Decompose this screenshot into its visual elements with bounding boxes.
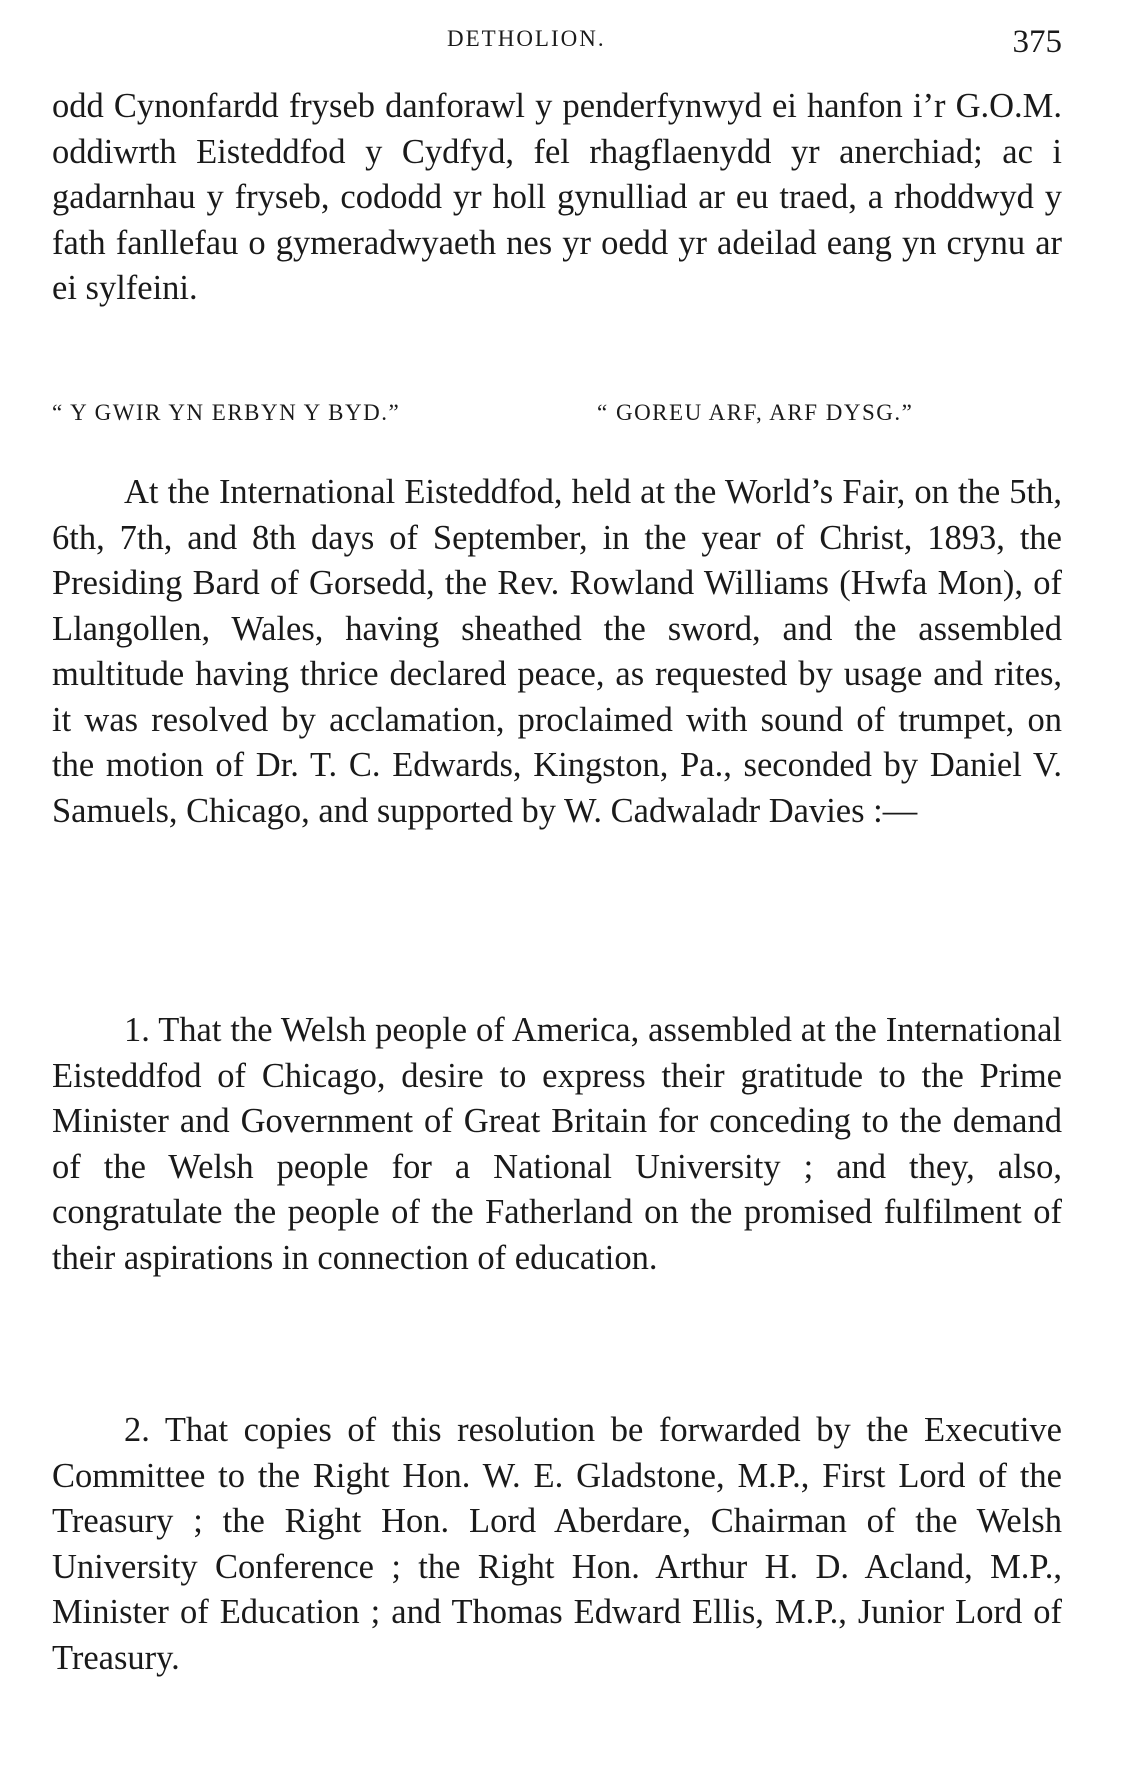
running-head	[52, 24, 1062, 64]
page-number: 375	[1012, 24, 1062, 60]
introduction-paragraph: At the International Eisteddfod, held at the World’s Fair, on the 5th, 6th, 7th, and 8th days of September, in the year of Christ, 1893, the Presiding Bard of Gorsedd, the Rev. Rowland Williams (Hwfa Mon), of Llangollen, Wales, having sheathed the sword, and the assembled multitude having thrice declared peace, as requested by usage and rites, it was resolved by acclamation, proclaimed with sound of trumpet, on the motion of Dr. T. C. Edwards, Kingston, Pa., seconded by Daniel V. Samuels, Chicago, and supported by W. Cadwaladr Davies :—	[52, 473, 1062, 830]
resolution-1-paragraph: 1. That the Welsh people of America, assembled at the International Eisteddfod of Chicago, desire to express their gratitude to the Prime Minister and Government of Great Britain for conceding to the demand of the Welsh people for a National University ; and they, also, congratulate the people of the Fatherland on the promised fulfilment of their aspirations in connection of education.	[52, 1011, 1062, 1277]
resolution-2-paragraph: 2. That copies of this resolution be forwarded by the Executive Committee to the Right Hon. W. E. Gladstone, M.P., First Lord of the Treasury ; the Right Hon. Lord Aberdare, Chairman of the Welsh University Conference ; the Right Hon. Arthur H. D. Acland, M.P., Minister of Education ; and Thomas Edward Ellis, M.P., Junior Lord of Treasury.	[52, 1411, 1062, 1677]
motto-truth: “ Y GWIR YN ERBYN Y BYD.”	[52, 400, 401, 425]
book-page	[52, 0, 1062, 1772]
motto-learning: “ GOREU ARF, ARF DYSG.”	[597, 400, 914, 425]
mottos-line	[52, 400, 1062, 436]
running-title: DETHOLION.	[447, 26, 606, 51]
continuation-paragraph: odd Cynonfardd fryseb danforawl y penderfynwyd ei hanfon i’r G.O.M. oddiwrth Eisteddfod y Cydfyd, fel rhagflaenydd yr anerchiad; ac i gadarnhau y fryseb, cododd yr holl gynulliad ar eu traed, a rhoddwyd y fath fanllefau o gymeradwyaeth nes yr oedd yr adeilad eang yn crynu ar ei sylfeini.	[52, 87, 1062, 307]
